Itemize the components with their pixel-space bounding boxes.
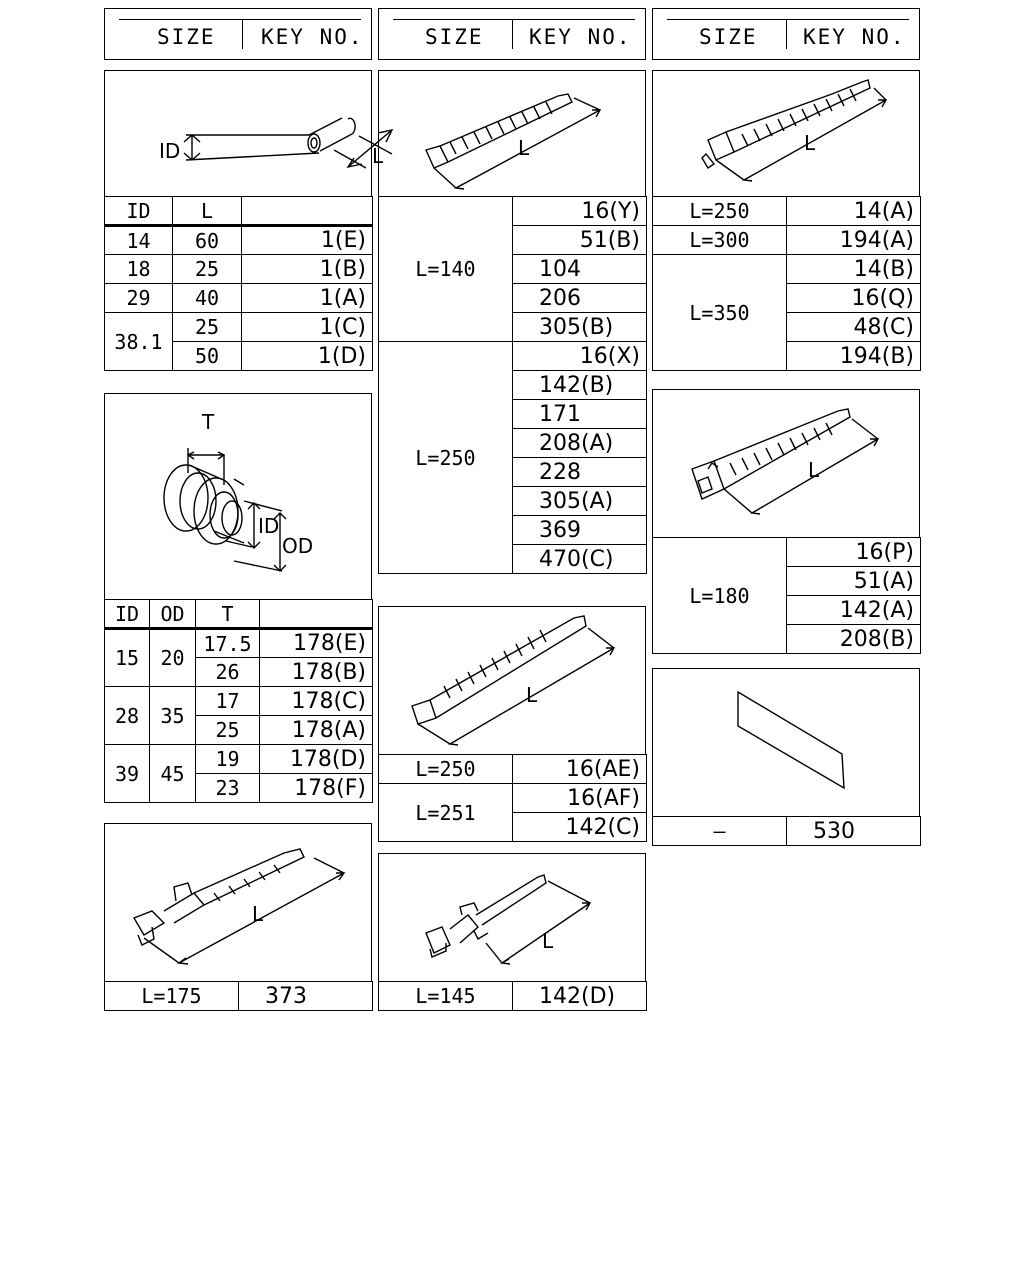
table-row: L=180 16(P) bbox=[653, 538, 921, 567]
col-header-l: L bbox=[173, 197, 242, 226]
tie-right-table bbox=[652, 196, 921, 371]
table-row: 206 bbox=[379, 284, 647, 313]
header-col-2 bbox=[378, 8, 646, 60]
table-row: 142(C) bbox=[379, 813, 647, 842]
table-row: L=250 16(X) bbox=[379, 342, 647, 371]
table-row: 171 bbox=[379, 400, 647, 429]
clip-tie-icon bbox=[104, 823, 372, 982]
header-key-label: KEY NO. bbox=[803, 25, 906, 49]
table-row: 23 178(F) bbox=[105, 774, 373, 803]
table-row: 16(Q) bbox=[653, 284, 921, 313]
table-row: 51(A) bbox=[653, 567, 921, 596]
tie-wide-l-label: L bbox=[526, 683, 538, 707]
grommet-od-label: OD bbox=[282, 534, 314, 558]
tube-l-label: L bbox=[372, 144, 384, 168]
header-col-3 bbox=[652, 8, 920, 60]
clip-175-table bbox=[104, 981, 373, 1011]
table-row: L=175 373 bbox=[105, 982, 373, 1011]
clip-175-l-label: L bbox=[252, 902, 264, 926]
table-row: 38.1 25 1(C) bbox=[105, 313, 373, 342]
table-row: 26 178(B) bbox=[105, 658, 373, 687]
tube-table bbox=[104, 196, 373, 371]
header-key-label: KEY NO. bbox=[261, 25, 364, 49]
clip-145-table bbox=[378, 981, 647, 1011]
header-size-label: SIZE bbox=[699, 25, 758, 49]
tube-id-label: ID bbox=[159, 139, 181, 163]
table-row: 104 bbox=[379, 255, 647, 284]
grommet-id-label: ID bbox=[258, 514, 280, 538]
tie-wide-table bbox=[378, 754, 647, 842]
clip-145-l-label: L bbox=[542, 929, 554, 953]
cable-tie-icon bbox=[652, 70, 920, 197]
header-key-label: KEY NO. bbox=[529, 25, 632, 49]
table-row: 470(C) bbox=[379, 545, 647, 574]
table-row: L=250 16(AE) bbox=[379, 755, 647, 784]
table-row: 50 1(D) bbox=[105, 342, 373, 371]
grommet-icon bbox=[104, 393, 372, 600]
col-header-id: ID bbox=[105, 600, 150, 629]
double-cable-tie-icon bbox=[652, 389, 920, 538]
wide-cable-tie-icon bbox=[378, 606, 646, 755]
col-header-id: ID bbox=[105, 197, 173, 226]
table-row: 51(B) bbox=[379, 226, 647, 255]
table-row: 142(A) bbox=[653, 596, 921, 625]
table-row: L=251 16(AF) bbox=[379, 784, 647, 813]
tape-table bbox=[652, 816, 921, 846]
table-row: 28 35 17 178(C) bbox=[105, 687, 373, 716]
table-row: — 530 bbox=[653, 817, 921, 846]
table-row: 228 bbox=[379, 458, 647, 487]
table-row: 25 178(A) bbox=[105, 716, 373, 745]
table-row: 305(A) bbox=[379, 487, 647, 516]
col-header-t: T bbox=[196, 600, 260, 629]
tube-icon bbox=[104, 70, 384, 197]
tie-double-table bbox=[652, 537, 921, 654]
table-row: L=140 16(Y) bbox=[379, 197, 647, 226]
table-row: 15 20 17.5 178(E) bbox=[105, 629, 373, 658]
cable-tie-icon bbox=[378, 70, 646, 197]
table-row: 194(B) bbox=[653, 342, 921, 371]
table-row: 48(C) bbox=[653, 313, 921, 342]
tie-mid-table bbox=[378, 196, 647, 574]
table-row: 305(B) bbox=[379, 313, 647, 342]
table-row: 369 bbox=[379, 516, 647, 545]
table-row: 142(B) bbox=[379, 371, 647, 400]
clip-tie-small-icon bbox=[378, 853, 646, 982]
header-size-label: SIZE bbox=[425, 25, 484, 49]
table-row: L=145 142(D) bbox=[379, 982, 647, 1011]
table-row: 14 60 1(E) bbox=[105, 226, 373, 255]
header-size-label: SIZE bbox=[157, 25, 216, 49]
table-row: 208(B) bbox=[653, 625, 921, 654]
grommet-t-label: T bbox=[202, 410, 215, 434]
table-row: 39 45 19 178(D) bbox=[105, 745, 373, 774]
col-header-key bbox=[242, 197, 373, 226]
tie-double-l-label: L bbox=[808, 458, 820, 482]
grommet-table bbox=[104, 599, 373, 803]
col-header-od: OD bbox=[150, 600, 196, 629]
tie-mid-l-label: L bbox=[518, 136, 530, 160]
table-row: L=300 194(A) bbox=[653, 226, 921, 255]
table-row: 18 25 1(B) bbox=[105, 255, 373, 284]
table-row: 29 40 1(A) bbox=[105, 284, 373, 313]
table-row: 208(A) bbox=[379, 429, 647, 458]
tie-right-l-label: L bbox=[804, 131, 816, 155]
header-col-1 bbox=[104, 8, 372, 60]
tape-icon bbox=[652, 668, 920, 817]
col-header-key bbox=[260, 600, 373, 629]
table-row: L=250 14(A) bbox=[653, 197, 921, 226]
table-row: L=350 14(B) bbox=[653, 255, 921, 284]
